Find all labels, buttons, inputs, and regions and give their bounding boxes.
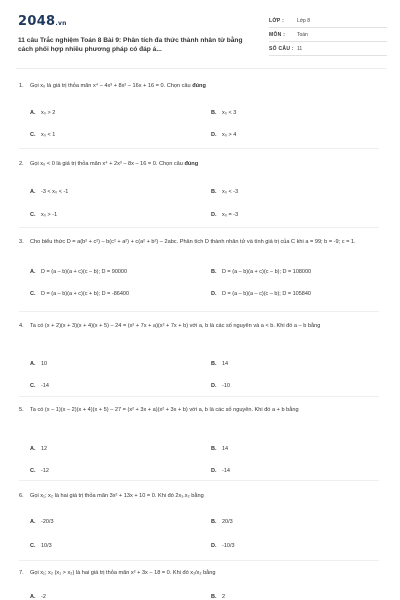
option-letter: B. (211, 594, 217, 600)
meta-row-grade (269, 14, 387, 28)
option-text: -10/3 (222, 543, 235, 549)
meta-row-count (269, 42, 387, 56)
option-a[interactable] (30, 593, 46, 600)
option-text: x₀ < 1 (41, 132, 56, 138)
option-text: x₀ > 2 (41, 110, 56, 116)
option-a[interactable] (30, 518, 54, 526)
option-text: 14 (222, 446, 229, 452)
meta-value: Lớp 8 (297, 18, 311, 24)
option-letter: A. (30, 361, 36, 367)
question-divider (19, 480, 379, 481)
option-c[interactable] (30, 211, 57, 219)
question-text: Gọi x₁; x₂ là hai giá trị thỏa mãn 3x² + 13x + 10 = 0. Khi đó 2x₁.x₂ bằng (30, 493, 204, 499)
option-c[interactable] (30, 131, 55, 139)
option-letter: A. (30, 110, 36, 116)
question-divider (19, 227, 379, 228)
option-text: -14 (222, 468, 230, 474)
option-d[interactable] (211, 542, 235, 550)
option-letter: A. (30, 189, 36, 195)
option-c[interactable] (30, 382, 49, 390)
option-text: D = (a – b)(a – c)(c – b); D = 105840 (222, 291, 311, 297)
question-number: 4. (19, 323, 24, 329)
option-a[interactable] (30, 360, 47, 368)
question-body: Gọi x₀ là giá trị thỏa mãn x⁴ – 4x³ + 8x² – 16x + 16 = 0. Chọn câu (30, 83, 193, 89)
option-text: -10 (222, 383, 230, 389)
meta-table (269, 14, 387, 56)
question-divider (19, 396, 379, 397)
option-text: x₀ < 3 (222, 110, 237, 116)
option-a[interactable] (30, 188, 68, 196)
option-letter: B. (211, 361, 217, 367)
option-d[interactable] (211, 131, 236, 139)
question-text (30, 82, 378, 90)
option-b[interactable] (211, 188, 238, 196)
option-b[interactable] (211, 445, 228, 453)
option-b[interactable] (211, 360, 228, 368)
option-text: -20/3 (41, 519, 54, 525)
page-header (16, 14, 386, 56)
option-letter: B. (211, 269, 217, 275)
meta-value: 11 (297, 46, 303, 52)
meta-value: Toán (297, 32, 308, 38)
option-letter: C. (30, 212, 36, 218)
logo-suffix: .vn (55, 20, 67, 27)
option-text: -12 (41, 468, 49, 474)
option-text: 10 (41, 361, 48, 367)
meta-label: SỐ CÂU : (269, 46, 294, 52)
option-letter: A. (30, 594, 36, 600)
option-text: x₀ = -3 (222, 212, 239, 218)
site-logo[interactable] (18, 14, 67, 29)
header-divider (16, 68, 386, 69)
option-text: D = (a – b)(a + c)(c – b); D = 108000 (222, 269, 312, 275)
question-body: Gọi x₀ < 0 là giá trị thỏa mãn x⁴ + 2x³ – 8x – 16 = 0. Chọn câu (30, 161, 185, 167)
question-text (30, 160, 378, 168)
question-emphasis: đúng (192, 83, 206, 89)
option-text: 20/3 (222, 519, 233, 525)
question-divider (19, 148, 379, 149)
question-number: 7. (19, 570, 24, 576)
option-text: 10/3 (41, 543, 52, 549)
meta-row-subject (269, 28, 387, 42)
question-number: 6. (19, 493, 24, 499)
option-text: -14 (41, 383, 49, 389)
option-letter: B. (211, 110, 217, 116)
option-a[interactable] (30, 445, 47, 453)
option-b[interactable] (211, 593, 225, 600)
option-d[interactable] (211, 211, 238, 219)
logo-text: 2048 (18, 14, 56, 29)
option-letter: C. (30, 468, 36, 474)
option-text: x₀ > 4 (222, 132, 237, 138)
meta-label: LỚP : (269, 18, 285, 24)
question-number: 1. (19, 83, 24, 89)
document-title: 11 câu Trắc nghiệm Toán 8 Bài 9: Phân tích đa thức thành nhân tử bằng cách phối hợp nhiều phương pháp có đáp á... (18, 37, 243, 53)
option-letter: C. (30, 291, 36, 297)
option-c[interactable] (30, 542, 52, 550)
meta-label: MÔN : (269, 32, 286, 38)
option-letter: A. (30, 269, 36, 275)
question-text: Gọi x₁; x₂ (x₁ > x₂) là hai giá trị thỏa mãn x² + 3x – 18 = 0. Khi đó x₁/x₂ bằng (30, 570, 216, 576)
option-letter: D. (211, 132, 217, 138)
question-divider (19, 560, 379, 561)
option-text: 2 (222, 594, 226, 600)
option-b[interactable] (211, 109, 236, 117)
question-text: Cho biểu thức D = a(b² + c²) – b(c² + a²) + c(a² + b²) – 2abc. Phân tích D thành nhân tử và tính giá trị của C khi a = 99; b = -9; c = 1. (30, 239, 356, 245)
question-text: Ta có (x + 2)(x + 3)(x + 4)(x + 5) – 24 = (x² + 7x + a)(x² + 7x + b) với a, b là các số nguyên và a < b. Khi đó a – b bằng (30, 323, 321, 329)
option-letter: C. (30, 383, 36, 389)
option-text: -3 < x₀ < -1 (41, 189, 69, 195)
option-text: x₀ > -1 (41, 212, 58, 218)
question-emphasis: đúng (184, 161, 199, 167)
option-letter: C. (30, 132, 36, 138)
option-letter: A. (30, 519, 36, 525)
question-number: 5. (19, 407, 24, 413)
option-d[interactable] (211, 467, 230, 475)
option-letter: D. (211, 468, 217, 474)
option-letter: D. (211, 383, 217, 389)
option-a[interactable] (30, 109, 55, 117)
option-c[interactable] (30, 467, 49, 475)
option-a[interactable] (30, 268, 127, 276)
option-letter: A. (30, 446, 36, 452)
question-number: 2. (19, 161, 24, 167)
option-text: x₀ < -3 (222, 189, 239, 195)
option-d[interactable] (211, 382, 230, 390)
option-letter: B. (211, 519, 217, 525)
option-b[interactable] (211, 518, 233, 526)
option-d[interactable] (211, 290, 311, 298)
option-letter: D. (211, 291, 217, 297)
option-letter: D. (211, 543, 217, 549)
option-text: D = (a – b)(a + c)(c – b); D = 90000 (41, 269, 128, 275)
option-text: 12 (41, 446, 48, 452)
option-letter: D. (211, 212, 217, 218)
option-letter: B. (211, 446, 217, 452)
option-text: -2 (41, 594, 46, 600)
option-c[interactable] (30, 290, 129, 298)
question-number: 3. (19, 239, 24, 245)
option-text: D = (a – b)(a + c)(c + b); D = -86400 (41, 291, 130, 297)
question-text: Ta có (x – 1)(x – 2)(x + 4)(x + 5) – 27 = (x² + 3x + a)(x² + 3x + b) với a, b là các số nguyên. Khi đó a + b bằng (30, 407, 299, 413)
option-text: 14 (222, 361, 229, 367)
option-letter: B. (211, 189, 217, 195)
option-letter: C. (30, 543, 36, 549)
question-divider (19, 311, 379, 312)
option-b[interactable] (211, 268, 311, 276)
